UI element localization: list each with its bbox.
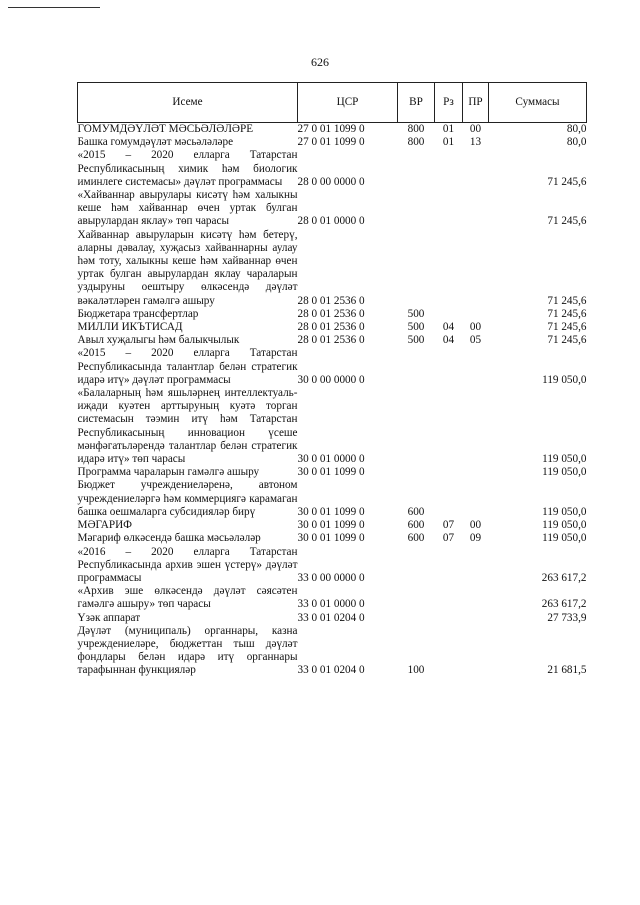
cell-sum: 119 050,0 [542, 519, 587, 532]
cell-name: Үзәк аппарат [77, 611, 141, 624]
cell-pr: 13 [469, 136, 482, 149]
table-row [78, 136, 587, 149]
table-row [78, 149, 587, 189]
table-row [78, 479, 587, 519]
cell-csr: 33 0 01 0000 0 [297, 598, 365, 611]
cell-name: Программа чараларын гамәлгә ашыру [77, 466, 260, 479]
cell-vr: 600 [407, 505, 425, 518]
cell-pr [463, 387, 489, 466]
header-pr: ПР [463, 83, 489, 123]
cell-csr: 30 0 01 1099 0 [297, 532, 365, 545]
cell-name: «Хайваннар авырулары кисәтү һәм халыкны кеше һәм хайваннар өчен уртак булган авырулардан яклау» төп чарасы [77, 189, 298, 228]
cell-sum: 263 617,2 [541, 571, 587, 584]
cell-rz [435, 625, 463, 678]
cell-vr: 500 [407, 321, 425, 334]
cell-sum: 119 050,0 [542, 505, 587, 518]
cell-name: «Архив эше өлкәсендә дәүләт сәясәтен гамәлгә ашыру» төп чарасы [77, 585, 298, 611]
cell-sum: 119 050,0 [542, 466, 587, 479]
cell-csr: 28 0 01 0000 0 [297, 215, 365, 228]
cell-vr [398, 189, 435, 229]
cell-name: «2015 – 2020 елларга Татарстан Республикасының химик һәм биологик иминлеге системасы» дәүләт программасы [77, 149, 298, 188]
cell-rz: 07 [442, 532, 455, 545]
table-body [78, 123, 587, 678]
top-rule [8, 7, 100, 8]
table-row [78, 546, 587, 586]
cell-rz [435, 546, 463, 586]
cell-vr [398, 229, 435, 308]
cell-name: ГОМУМДӘҮЛӘТ МӘСЬӘЛӘЛӘРЕ [77, 123, 254, 135]
cell-csr: 28 0 01 2536 0 [297, 307, 365, 320]
cell-rz [435, 308, 463, 321]
cell-sum: 263 617,2 [541, 598, 587, 611]
cell-rz [435, 585, 463, 611]
cell-rz [435, 149, 463, 189]
cell-csr: 30 0 01 1099 0 [297, 505, 365, 518]
cell-name: МӘГАРИФ [77, 519, 132, 532]
table-row [78, 347, 587, 387]
cell-sum: 71 245,6 [547, 307, 587, 320]
page-number: 626 [311, 55, 329, 69]
cell-pr: 09 [469, 532, 482, 545]
table-row [78, 387, 587, 466]
cell-vr: 100 [407, 664, 425, 677]
table-row [78, 625, 587, 678]
table-row [78, 189, 587, 229]
cell-pr [463, 612, 489, 625]
cell-sum: 119 050,0 [542, 532, 587, 545]
cell-sum: 71 245,6 [547, 334, 587, 347]
cell-vr: 800 [407, 136, 425, 149]
cell-pr: 00 [469, 123, 482, 135]
table-row [78, 612, 587, 625]
cell-pr [463, 308, 489, 321]
cell-vr [398, 347, 435, 387]
cell-rz: 01 [442, 136, 455, 149]
table-row [78, 229, 587, 308]
cell-vr: 600 [407, 519, 425, 532]
cell-sum: 119 050,0 [542, 453, 587, 466]
cell-rz [435, 466, 463, 479]
table-row [78, 585, 587, 611]
cell-csr: 28 0 01 2536 0 [297, 334, 365, 347]
cell-rz [435, 229, 463, 308]
cell-csr: 33 0 01 0204 0 [297, 611, 365, 624]
cell-vr [398, 149, 435, 189]
cell-csr: 30 0 01 1099 0 [297, 519, 365, 532]
cell-pr: 00 [469, 321, 482, 334]
budget-table [77, 82, 587, 678]
cell-sum: 71 245,6 [547, 175, 587, 188]
cell-sum: 80,0 [566, 136, 587, 149]
cell-csr: 30 0 01 1099 0 [297, 466, 365, 479]
cell-sum: 119 050,0 [542, 373, 587, 386]
cell-vr [398, 546, 435, 586]
table-header [78, 83, 587, 123]
cell-name: «2016 – 2020 елларга Татарстан Республикасында архив эшен үстерү» дәүләт программасы [77, 545, 298, 584]
cell-name: Хайваннар авыруларын кисәтү һәм бетерү, аларны дәвалау, хуҗасыз хайваннарны аулау һәм тоту, халыкны кеше һәм хайваннар өчен уртак булган авырулардан яклау чараларын уздыруны оештыру өлкәсендә дәүләт вәкаләтләрен гамәлгә ашыру [77, 228, 298, 307]
cell-name: Авыл хуҗалыгы һәм балыкчылык [77, 334, 240, 347]
cell-vr: 500 [407, 307, 425, 320]
cell-pr [463, 347, 489, 387]
header-csr: ЦСР [298, 83, 398, 123]
cell-vr: 600 [407, 532, 425, 545]
cell-pr [463, 625, 489, 678]
cell-csr: 27 0 01 1099 0 [297, 136, 365, 149]
cell-csr: 30 0 01 0000 0 [297, 453, 365, 466]
cell-vr [398, 612, 435, 625]
cell-rz [435, 347, 463, 387]
cell-vr [398, 466, 435, 479]
cell-csr: 28 0 00 0000 0 [297, 175, 365, 188]
cell-vr: 500 [407, 334, 425, 347]
cell-pr [463, 149, 489, 189]
cell-pr [463, 479, 489, 519]
cell-vr: 800 [407, 123, 425, 135]
table-row [78, 532, 587, 545]
cell-pr [463, 466, 489, 479]
cell-name: МИЛЛИ ИКЪТИСАД [77, 321, 183, 334]
cell-name: Бюджетара трансфертлар [77, 307, 199, 320]
cell-sum: 71 245,6 [547, 321, 587, 334]
header-rz: Рз [435, 83, 463, 123]
header-name: Исеме [78, 83, 298, 123]
cell-csr: 33 0 01 0204 0 [297, 664, 365, 677]
table-row [78, 519, 587, 532]
cell-rz [435, 612, 463, 625]
table-row [78, 334, 587, 347]
cell-rz: 04 [442, 321, 455, 334]
cell-sum: 71 245,6 [547, 215, 587, 228]
cell-name: Башка гомумдәүләт мәсьәләләре [77, 136, 234, 149]
cell-name: «2015 – 2020 елларга Татарстан Республикасында талантлар белән стратегик идарә итү» дәүләт программасы [77, 347, 298, 386]
cell-pr: 00 [469, 519, 482, 532]
cell-csr: 28 0 01 2536 0 [297, 321, 365, 334]
cell-vr [398, 387, 435, 466]
cell-rz [435, 479, 463, 519]
cell-csr: 28 0 01 2536 0 [297, 294, 365, 307]
cell-vr [398, 585, 435, 611]
cell-rz: 01 [442, 123, 455, 135]
table-row [78, 123, 587, 137]
cell-rz: 07 [442, 519, 455, 532]
cell-sum: 21 681,5 [547, 664, 587, 677]
header-vr: ВР [398, 83, 435, 123]
cell-pr: 05 [469, 334, 482, 347]
table-row [78, 321, 587, 334]
cell-pr [463, 189, 489, 229]
cell-sum: 71 245,6 [547, 294, 587, 307]
table-row [78, 466, 587, 479]
cell-name: Дәүләт (муниципаль) органнары, казна учреждениеләре, бюджеттан тыш дәүләт фондлары белән идарә итү органнары тарафыннан функцияләр [77, 624, 298, 677]
cell-rz [435, 387, 463, 466]
header-sum: Суммасы [489, 83, 587, 123]
cell-csr: 30 0 00 0000 0 [297, 373, 365, 386]
cell-name: Бюджет учреждениеләренә, автоном учреждениеләргә һәм коммерциягә карамаган башка оешмаларга субсидияләр бирү [77, 479, 298, 518]
cell-name: Мәгариф өлкәсендә башка мәсьәләләр [77, 532, 261, 545]
cell-pr [463, 546, 489, 586]
cell-sum: 80,0 [566, 123, 587, 135]
cell-name: «Балаларның һәм яшьләрнең интеллектуаль-иҗади куәтен арттыруның куәтә торган системасын тәэмин итү һәм Татарстан Республикасының инновацион үсеше мәнфәгатьләрендә талантлар белән стратегик идарә итү» төп чарасы [77, 387, 298, 466]
cell-csr: 33 0 00 0000 0 [297, 571, 365, 584]
cell-sum: 27 733,9 [547, 611, 587, 624]
table-row [78, 308, 587, 321]
cell-csr: 27 0 01 1099 0 [297, 123, 365, 135]
cell-pr [463, 229, 489, 308]
cell-pr [463, 585, 489, 611]
cell-rz: 04 [442, 334, 455, 347]
cell-rz [435, 189, 463, 229]
